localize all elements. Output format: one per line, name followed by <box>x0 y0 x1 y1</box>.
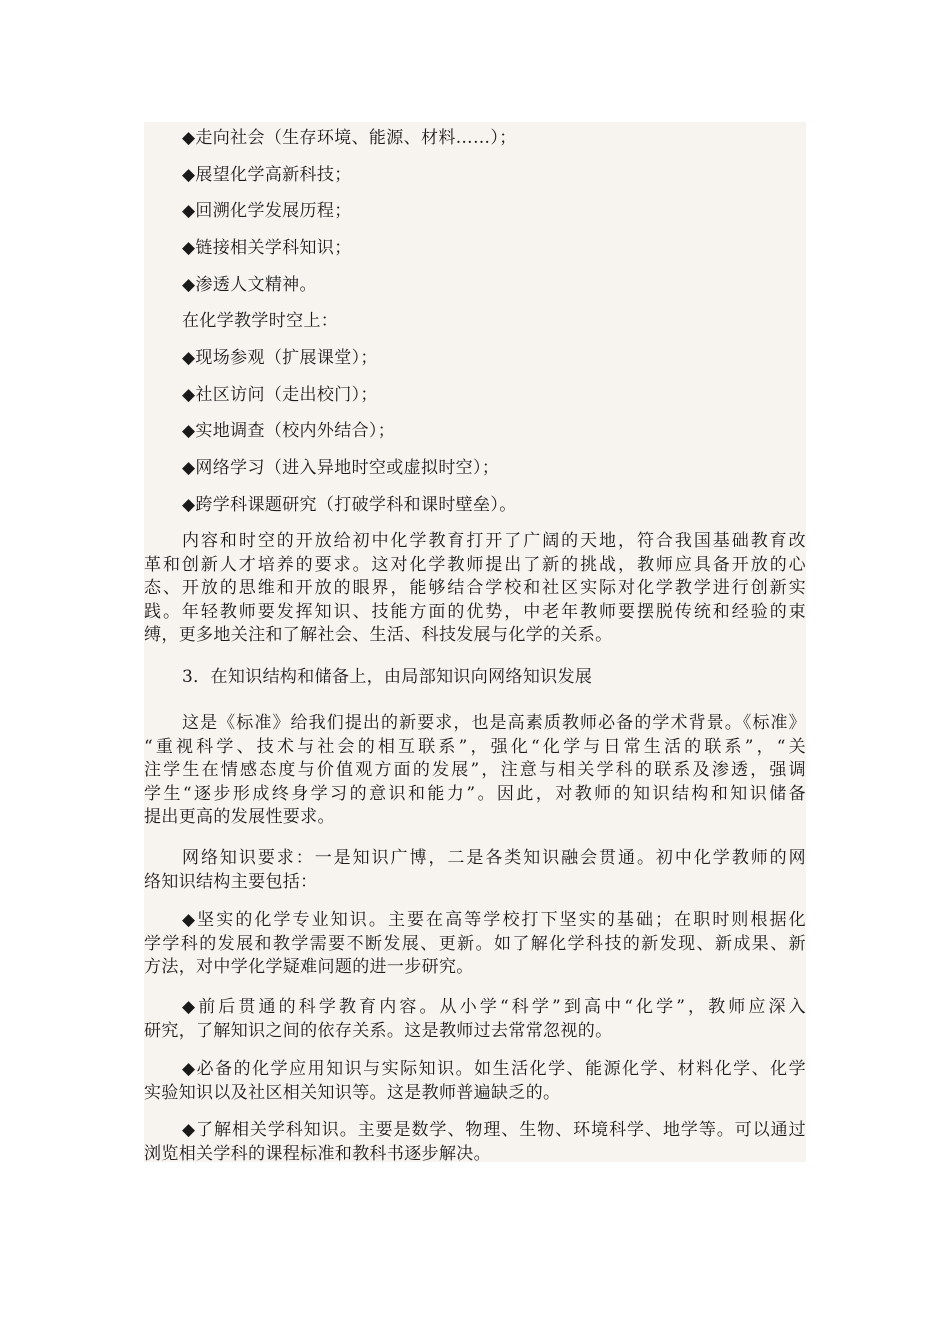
bullet-item <box>182 274 806 298</box>
body-paragraph <box>144 1058 806 1105</box>
text-line: ◆必备的化学应用知识与实际知识。如生活化学、能源化学、材料化学、化学 <box>182 1059 806 1079</box>
text-line: 3．在知识结构和储备上，由局部知识向网络知识发展 <box>182 667 593 687</box>
text-line: ◆渗透人文精神。 <box>182 275 317 295</box>
bullet-item <box>182 420 806 444</box>
text-line: 在化学教学时空上： <box>182 311 339 331</box>
text-line: 网络知识要求：一是知识广博，二是各类知识融会贯通。初中化学教师的网 <box>182 848 806 868</box>
text-line: “重视科学、技术与社会的相互联系”，强化“化学与日常生活的联系”，“关 <box>144 736 806 757</box>
text-line: 方法，对中学化学疑难问题的进一步研究。 <box>144 957 474 977</box>
text-line: ◆前后贯通的科学教育内容。从小学“科学”到高中“化学”，教师应深入 <box>182 997 806 1017</box>
text-line: 络知识结构主要包括： <box>144 871 318 892</box>
text-line: 注学生在情感态度与价值观方面的发展”，注意与相关学科的联系及渗透，强调 <box>144 760 806 780</box>
body-paragraph <box>144 847 806 894</box>
body-paragraph <box>144 909 806 980</box>
text-line: 学学科的发展和教学需要不断发展、更新。如了解化学科技的新发现、新成果、新 <box>144 933 806 954</box>
text-line: 实验知识以及社区相关知识等。这是教师普遍缺乏的。 <box>144 1082 561 1103</box>
text-line: ◆现场参观（扩展课堂）； <box>182 348 378 368</box>
bullet-item <box>182 384 806 408</box>
text-line: ◆了解相关学科知识。主要是数学、物理、生物、环境科学、地学等。可以通过 <box>182 1120 806 1140</box>
text-line: ◆回溯化学发展历程； <box>182 201 352 221</box>
text-line: 内容和时空的开放给初中化学教育打开了广阔的天地，符合我国基础教育改 <box>182 531 806 551</box>
bullet-item <box>182 494 806 518</box>
bullet-item <box>182 127 806 151</box>
text-line: 态、开放的思维和开放的眼界，能够结合学校和社区实际对化学教学进行创新实 <box>144 578 806 598</box>
text-line: ◆网络学习（进入异地时空或虚拟时空）； <box>182 458 500 478</box>
text-line: 提出更高的发展性要求。 <box>144 807 335 827</box>
body-paragraph <box>144 996 806 1043</box>
text-line: ◆链接相关学科知识； <box>182 238 352 258</box>
text-line: ◆走向社会（生存环境、能源、材料……）； <box>182 128 517 148</box>
text-line: 缚，更多地关注和了解社会、生活、科技发展与化学的关系。 <box>144 625 613 645</box>
bullet-item <box>182 347 806 371</box>
bullet-item <box>182 457 806 481</box>
text-line: 研究，了解知识之间的依存关系。这是教师过去常常忽视的。 <box>144 1020 613 1041</box>
text-line: ◆展望化学高新科技； <box>182 165 352 185</box>
text-line: 践。年轻教师要发挥知识、技能方面的优势，中老年教师要摆脱传统和经验的束 <box>144 601 806 622</box>
section-heading <box>182 666 806 690</box>
text-line: ◆跨学科课题研究（打破学科和课时壁垒）。 <box>182 495 517 515</box>
text-line: ◆社区访问（走出校门）； <box>182 385 378 405</box>
document-body <box>144 122 806 1162</box>
body-paragraph <box>144 1119 806 1166</box>
text-line: 革和创新人才培养的要求。这对化学教师提出了新的挑战，教师应具备开放的心 <box>144 554 806 575</box>
body-paragraph <box>144 530 806 648</box>
text-line: 学生“逐步形成终身学习的意识和能力”。因此，对教师的知识结构和知识储备 <box>144 783 806 804</box>
text-line: ◆实地调查（校内外结合）； <box>182 421 396 441</box>
section-lead-text <box>182 310 806 334</box>
bullet-item <box>182 164 806 188</box>
bullet-item <box>182 237 806 261</box>
body-paragraph <box>144 712 806 830</box>
text-line: ◆坚实的化学专业知识。主要在高等学校打下坚实的基础；在职时则根据化 <box>182 910 806 930</box>
text-line: 浏览相关学科的课程标准和教科书逐步解决。 <box>144 1143 491 1164</box>
text-line: 这是《标准》给我们提出的新要求，也是高素质教师必备的学术背景。《标准》 <box>182 713 806 733</box>
bullet-item <box>182 200 806 224</box>
